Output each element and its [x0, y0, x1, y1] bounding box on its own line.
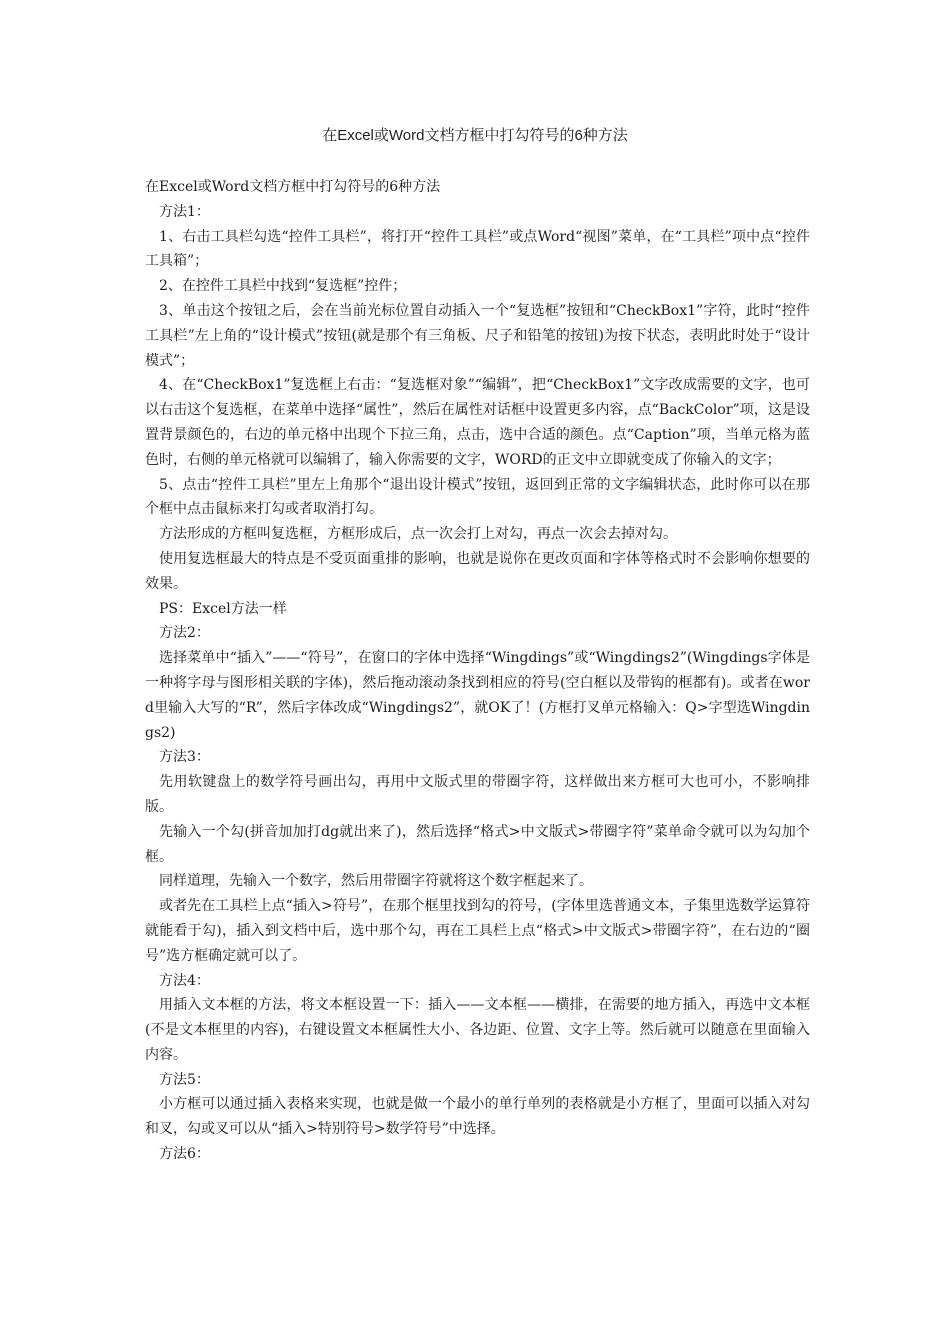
paragraph: 同样道理，先输入一个数字，然后用带圈字符就将这个数字框起来了。 [159, 873, 593, 890]
paragraph: 方法5： [159, 1071, 210, 1088]
paragraph: 选择菜单中“插入”——“符号”，在窗口的字体中选择“Wingdings”或“Wingdings2”(Wingdings字体是一种将字母与图形相关联的字体)，然后拖动滚动条找到相应的符号(空白框以及带钩的框都有)。或者在word里输入大写的“R”，然后字体改成“Wingdings2”，就OK了！(方框打叉单元格输入：Q>字型选Wingdings2) [145, 650, 810, 741]
paragraph: 方法1： [159, 203, 210, 220]
paragraph: 方法形成的方框叫复选框，方框形成后，点一次会打上对勾，再点一次会去掉对勾。 [159, 526, 677, 543]
paragraph: PS：Excel方法一样 [159, 600, 287, 617]
paragraph: 2、在控件工具栏中找到“复选框”控件； [159, 278, 407, 295]
document-title: 在Excel或Word文档方框中打勾符号的6种方法 [322, 127, 628, 144]
paragraph: 在Excel或Word文档方框中打勾符号的6种方法 [145, 179, 441, 195]
paragraph: 方法3： [159, 749, 210, 766]
paragraph: 3、单击这个按钮之后，会在当前光标位置自动插入一个“复选框”按钮和“CheckBox1”字符，此时“控件工具栏”左上角的“设计模式”按钮(就是那个有三角板、尺子和铅笔的按钮)为按下状态，表明此时处于“设计模式”； [145, 302, 810, 369]
paragraph: 1、右击工具栏勾选“控件工具栏”，将打开“控件工具栏”或点Word“视图”菜单，在“工具栏”项中点“控件工具箱”； [145, 228, 810, 270]
paragraph: 方法6： [159, 1146, 210, 1163]
paragraph: 5、点击“控件工具栏”里左上角那个“退出设计模式”按钮，返回到正常的文字编辑状态，此时你可以在那个框中点击鼠标来打勾或者取消打勾。 [145, 476, 810, 518]
paragraph: 用插入文本框的方法，将文本框设置一下：插入——文本框——横排，在需要的地方插入，再选中文本框(不是文本框里的内容)，右键设置文本框属性大小、各边距、位置、文字上等。然后就可以随意在里面输入内容。 [145, 997, 810, 1063]
paragraph: 小方框可以通过插入表格来实现，也就是做一个最小的单行单列的表格就是小方框了，里面可以插入对勾和叉，勾或叉可以从“插入>特别符号>数学符号”中选择。 [145, 1096, 810, 1138]
paragraph: 4、在“CheckBox1”复选框上右击：“复选框对象”“编辑”，把“CheckBox1”文字改成需要的文字，也可以右击这个复选框，在菜单中选择“属性”，然后在属性对话框中设置更多内容，点“BackColor”项，这是设置背景颜色的，右边的单元格中出现个下拉三角，点击，选中合适的颜色。点“Caption”项，当单元格为蓝色时，右侧的单元格就可以编辑了，输入你需要的文字，WORD的正文中立即就变成了你输入的文字； [145, 377, 810, 468]
paragraph: 或者先在工具栏上点“插入>符号”，在那个框里找到勾的符号，(字体里选普通文本，子集里选数学运算符就能看于勾)，插入到文档中后，选中那个勾，再在工具栏上点“格式>中文版式>带圈字符”，在右边的“圈号”选方框确定就可以了。 [145, 898, 810, 964]
paragraph: 使用复选框最大的特点是不受页面重排的影响，也就是说你在更改页面和字体等格式时不会影响你想要的效果。 [145, 550, 810, 592]
paragraph: 方法4： [159, 972, 210, 989]
document-body [145, 175, 810, 1167]
paragraph: 先用软键盘上的数学符号画出勾，再用中文版式里的带圈字符，这样做出来方框可大也可小，不影响排版。 [145, 774, 810, 815]
paragraph: 方法2： [159, 625, 210, 642]
paragraph: 先输入一个勾(拼音加加打dg就出来了)，然后选择“格式>中文版式>带圈字符”菜单命令就可以为勾加个框。 [145, 823, 810, 865]
